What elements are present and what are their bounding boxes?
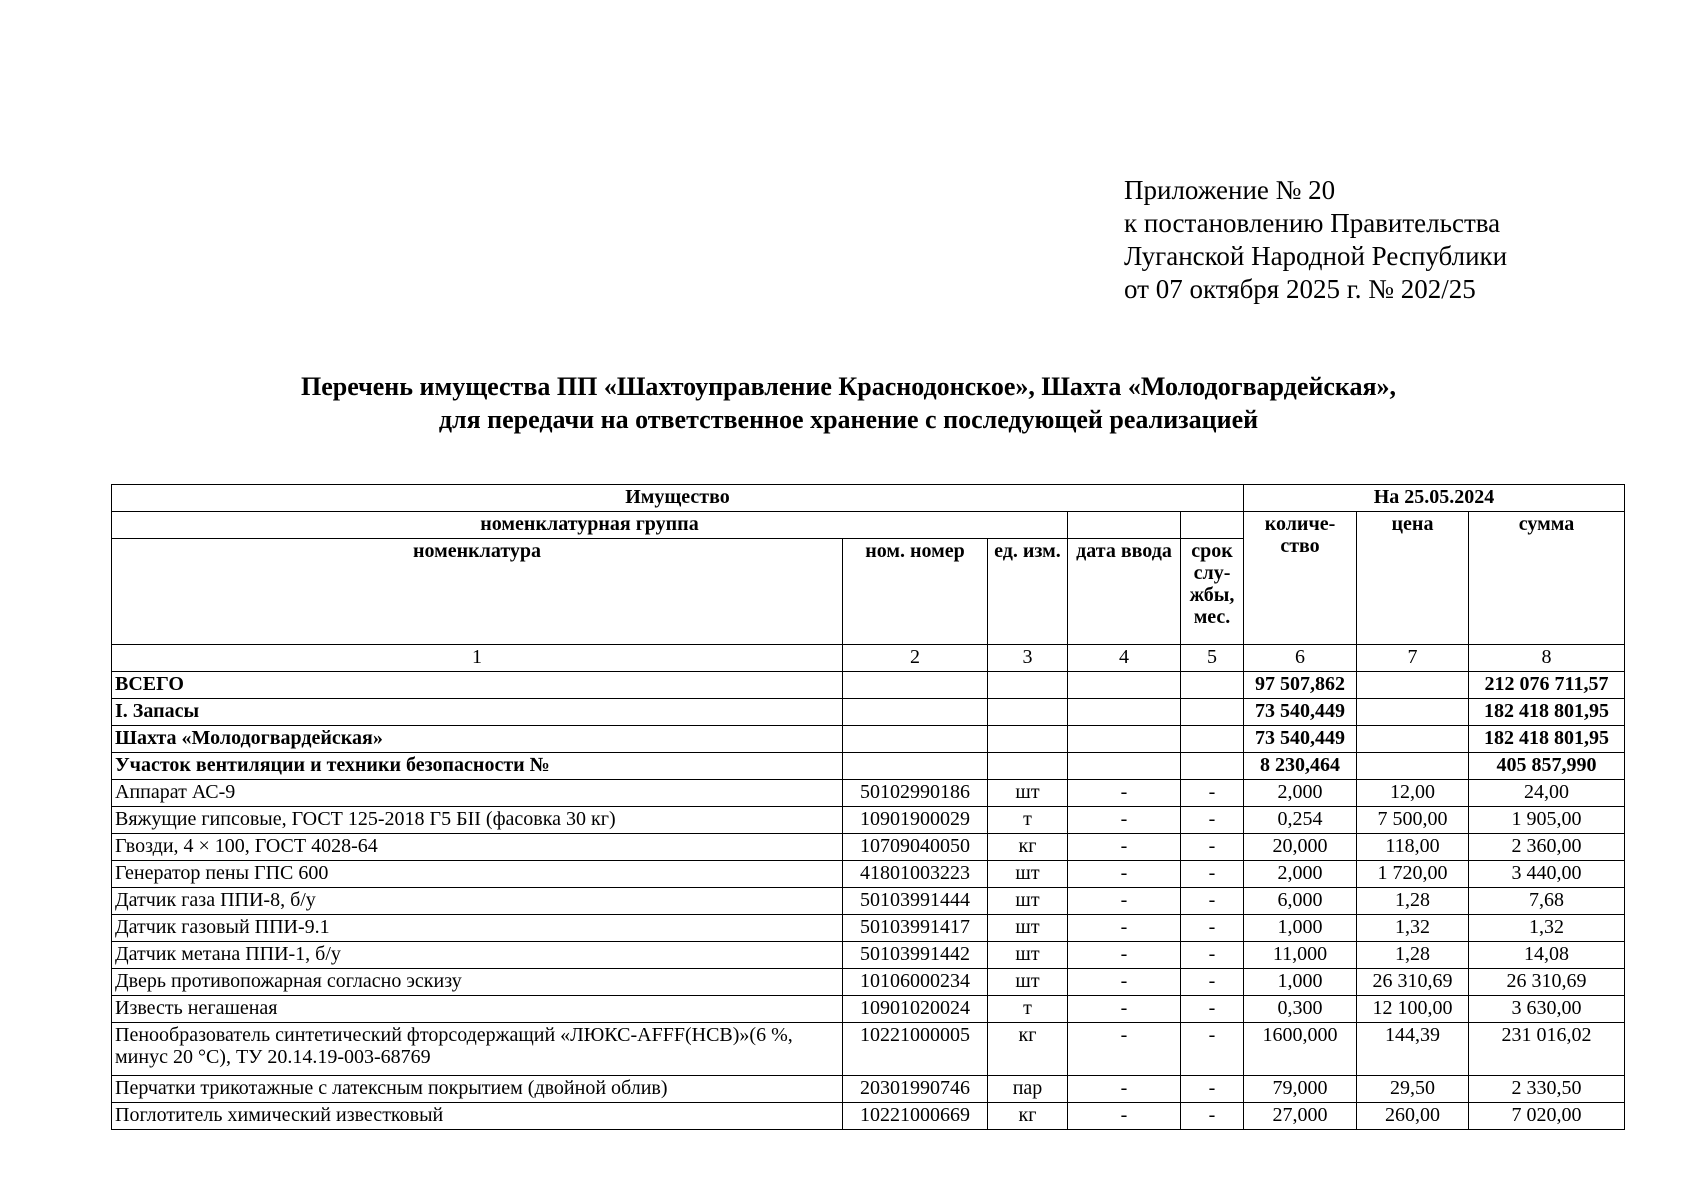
item-input-date: - (1068, 1076, 1181, 1103)
item-qty: 20,000 (1244, 834, 1357, 861)
item-price: 12,00 (1357, 780, 1469, 807)
item-service-life: - (1181, 1023, 1244, 1076)
summary-qty: 73 540,449 (1244, 726, 1357, 753)
item-service-life: - (1181, 834, 1244, 861)
item-sum: 3 630,00 (1469, 996, 1625, 1023)
header-price: цена (1357, 512, 1469, 645)
item-service-life: - (1181, 996, 1244, 1023)
appendix-line: Приложение № 20 (1124, 175, 1336, 205)
summary-qty: 73 540,449 (1244, 699, 1357, 726)
summary-row (112, 672, 1625, 699)
item-name: Аппарат АС-9 (112, 780, 843, 807)
header-property: Имущество (112, 485, 1244, 512)
summary-row (112, 726, 1625, 753)
item-service-life: - (1181, 780, 1244, 807)
item-sum: 231 016,02 (1469, 1023, 1625, 1076)
item-code: 50102990186 (843, 780, 988, 807)
item-service-life: - (1181, 969, 1244, 996)
summary-sum: 212 076 711,57 (1469, 672, 1625, 699)
item-unit: шт (988, 780, 1068, 807)
summary-row (112, 753, 1625, 780)
header-qty: количе-ство (1244, 512, 1357, 645)
item-price: 144,39 (1357, 1023, 1469, 1076)
item-name: Датчик газа ППИ-8, б/у (112, 888, 843, 915)
item-sum: 2 360,00 (1469, 834, 1625, 861)
item-price: 1 720,00 (1357, 861, 1469, 888)
summary-name: ВСЕГО (112, 672, 843, 699)
item-service-life: - (1181, 807, 1244, 834)
summary-empty-cell (1357, 699, 1469, 726)
item-code: 10901900029 (843, 807, 988, 834)
summary-empty-cell (988, 726, 1068, 753)
summary-sum: 405 857,990 (1469, 753, 1625, 780)
item-input-date: - (1068, 969, 1181, 996)
item-qty: 2,000 (1244, 780, 1357, 807)
item-name: Поглотитель химический известковый (112, 1103, 843, 1130)
appendix-line: от 07 октября 2025 г. № 202/25 (1124, 274, 1476, 304)
item-code: 50103991444 (843, 888, 988, 915)
item-sum: 7,68 (1469, 888, 1625, 915)
item-sum: 14,08 (1469, 942, 1625, 969)
item-row (112, 861, 1625, 888)
item-code: 10221000005 (843, 1023, 988, 1076)
summary-empty-cell (1357, 672, 1469, 699)
item-qty: 0,254 (1244, 807, 1357, 834)
item-name: Датчик метана ППИ-1, б/у (112, 942, 843, 969)
item-service-life: - (1181, 1103, 1244, 1130)
item-row (112, 1023, 1625, 1076)
column-number: 5 (1181, 645, 1244, 672)
summary-name: Шахта «Молодогвардейская» (112, 726, 843, 753)
item-name: Известь негашеная (112, 996, 843, 1023)
summary-empty-cell (843, 699, 988, 726)
item-name: Генератор пены ГПС 600 (112, 861, 843, 888)
summary-empty-cell (1181, 753, 1244, 780)
item-code: 10221000669 (843, 1103, 988, 1130)
item-code: 10709040050 (843, 834, 988, 861)
item-input-date: - (1068, 861, 1181, 888)
item-service-life: - (1181, 861, 1244, 888)
item-input-date: - (1068, 915, 1181, 942)
item-input-date: - (1068, 780, 1181, 807)
summary-empty-cell (1357, 753, 1469, 780)
item-sum: 3 440,00 (1469, 861, 1625, 888)
header-nomenclature: номенклатура (112, 539, 843, 645)
item-row (112, 996, 1625, 1023)
summary-empty-cell (988, 753, 1068, 780)
summary-sum: 182 418 801,95 (1469, 726, 1625, 753)
item-sum: 7 020,00 (1469, 1103, 1625, 1130)
item-price: 1,32 (1357, 915, 1469, 942)
column-number: 8 (1469, 645, 1625, 672)
item-row (112, 1076, 1625, 1103)
summary-empty-cell (843, 726, 988, 753)
header-input-date: дата ввода (1068, 539, 1181, 645)
item-qty: 1,000 (1244, 915, 1357, 942)
item-sum: 24,00 (1469, 780, 1625, 807)
column-number: 6 (1244, 645, 1357, 672)
title-line: для передачи на ответственное хранение с последующей реализацией (438, 405, 1259, 434)
item-unit: кг (988, 1103, 1068, 1130)
column-number: 1 (112, 645, 843, 672)
summary-empty-cell (1068, 726, 1181, 753)
header-group: номенклатурная группа (112, 512, 1068, 539)
item-sum: 1,32 (1469, 915, 1625, 942)
item-input-date: - (1068, 1103, 1181, 1130)
header-empty-cell (1068, 512, 1181, 539)
item-name: Дверь противопожарная согласно эскизу (112, 969, 843, 996)
header-date: На 25.05.2024 (1244, 485, 1625, 512)
item-code: 10106000234 (843, 969, 988, 996)
header-unit: ед. изм. (988, 539, 1068, 645)
summary-row (112, 699, 1625, 726)
property-table (111, 484, 1625, 1130)
item-price: 7 500,00 (1357, 807, 1469, 834)
summary-empty-cell (1357, 726, 1469, 753)
item-unit: шт (988, 969, 1068, 996)
summary-empty-cell (843, 672, 988, 699)
item-name: Вяжущие гипсовые, ГОСТ 125-2018 Г5 БII (фасовка 30 кг) (112, 807, 843, 834)
summary-empty-cell (988, 672, 1068, 699)
summary-qty: 97 507,862 (1244, 672, 1357, 699)
item-input-date: - (1068, 807, 1181, 834)
item-service-life: - (1181, 915, 1244, 942)
item-row (112, 807, 1625, 834)
item-row (112, 834, 1625, 861)
item-input-date: - (1068, 834, 1181, 861)
header-row-2 (112, 512, 1625, 539)
item-input-date: - (1068, 996, 1181, 1023)
item-price: 29,50 (1357, 1076, 1469, 1103)
appendix-line: к постановлению Правительства (1124, 208, 1501, 238)
document-title (0, 370, 1697, 436)
item-row (112, 942, 1625, 969)
column-number: 7 (1357, 645, 1469, 672)
appendix-block (1124, 174, 1507, 306)
item-price: 260,00 (1357, 1103, 1469, 1130)
summary-empty-cell (988, 699, 1068, 726)
item-row (112, 780, 1625, 807)
item-service-life: - (1181, 888, 1244, 915)
item-code: 10901020024 (843, 996, 988, 1023)
item-unit: кг (988, 834, 1068, 861)
item-qty: 79,000 (1244, 1076, 1357, 1103)
item-unit: пар (988, 1076, 1068, 1103)
item-code: 20301990746 (843, 1076, 988, 1103)
item-name: Перчатки трикотажные с латексным покрытием (двойной облив) (112, 1076, 843, 1103)
header-service-life: срок слу-жбы, мес. (1181, 539, 1244, 645)
item-sum: 2 330,50 (1469, 1076, 1625, 1103)
summary-empty-cell (1068, 672, 1181, 699)
column-number: 3 (988, 645, 1068, 672)
column-number-row (112, 645, 1625, 672)
item-qty: 1,000 (1244, 969, 1357, 996)
item-unit: т (988, 807, 1068, 834)
summary-empty-cell (1068, 699, 1181, 726)
item-unit: кг (988, 1023, 1068, 1076)
item-row (112, 969, 1625, 996)
summary-qty: 8 230,464 (1244, 753, 1357, 780)
appendix-line: Луганской Народной Республики (1124, 241, 1508, 271)
summary-name: Участок вентиляции и техники безопасности № (112, 753, 843, 780)
summary-name: I. Запасы (112, 699, 843, 726)
header-empty-cell (1181, 512, 1244, 539)
item-service-life: - (1181, 942, 1244, 969)
item-unit: шт (988, 888, 1068, 915)
item-qty: 0,300 (1244, 996, 1357, 1023)
item-service-life: - (1181, 1076, 1244, 1103)
item-unit: шт (988, 861, 1068, 888)
item-name: Пенообразователь синтетический фторсодержащий «ЛЮКС-AFFF(НСВ)»(6 %, минус 20 °С), ТУ 20.14.19-003-68769 (112, 1023, 843, 1076)
item-sum: 1 905,00 (1469, 807, 1625, 834)
title-line: Перечень имущества ПП «Шахтоуправление Краснодонское», Шахта «Молодогвардейская», (300, 372, 1397, 401)
item-qty: 6,000 (1244, 888, 1357, 915)
summary-empty-cell (1068, 753, 1181, 780)
item-name: Датчик газовый ППИ-9.1 (112, 915, 843, 942)
item-row (112, 1103, 1625, 1130)
item-unit: шт (988, 915, 1068, 942)
header-code: ном. номер (843, 539, 988, 645)
summary-empty-cell (1181, 699, 1244, 726)
item-row (112, 888, 1625, 915)
summary-empty-cell (843, 753, 988, 780)
item-code: 41801003223 (843, 861, 988, 888)
item-code: 50103991442 (843, 942, 988, 969)
item-qty: 11,000 (1244, 942, 1357, 969)
item-qty: 27,000 (1244, 1103, 1357, 1130)
column-number: 2 (843, 645, 988, 672)
item-price: 1,28 (1357, 888, 1469, 915)
item-unit: т (988, 996, 1068, 1023)
item-qty: 1600,000 (1244, 1023, 1357, 1076)
item-input-date: - (1068, 1023, 1181, 1076)
item-price: 1,28 (1357, 942, 1469, 969)
summary-empty-cell (1181, 726, 1244, 753)
item-price: 26 310,69 (1357, 969, 1469, 996)
item-input-date: - (1068, 888, 1181, 915)
summary-empty-cell (1181, 672, 1244, 699)
header-row-1 (112, 485, 1625, 512)
item-price: 118,00 (1357, 834, 1469, 861)
item-input-date: - (1068, 942, 1181, 969)
column-number: 4 (1068, 645, 1181, 672)
item-code: 50103991417 (843, 915, 988, 942)
item-sum: 26 310,69 (1469, 969, 1625, 996)
item-qty: 2,000 (1244, 861, 1357, 888)
item-unit: шт (988, 942, 1068, 969)
item-row (112, 915, 1625, 942)
summary-sum: 182 418 801,95 (1469, 699, 1625, 726)
item-name: Гвозди, 4 × 100, ГОСТ 4028-64 (112, 834, 843, 861)
item-price: 12 100,00 (1357, 996, 1469, 1023)
header-sum: сумма (1469, 512, 1625, 645)
